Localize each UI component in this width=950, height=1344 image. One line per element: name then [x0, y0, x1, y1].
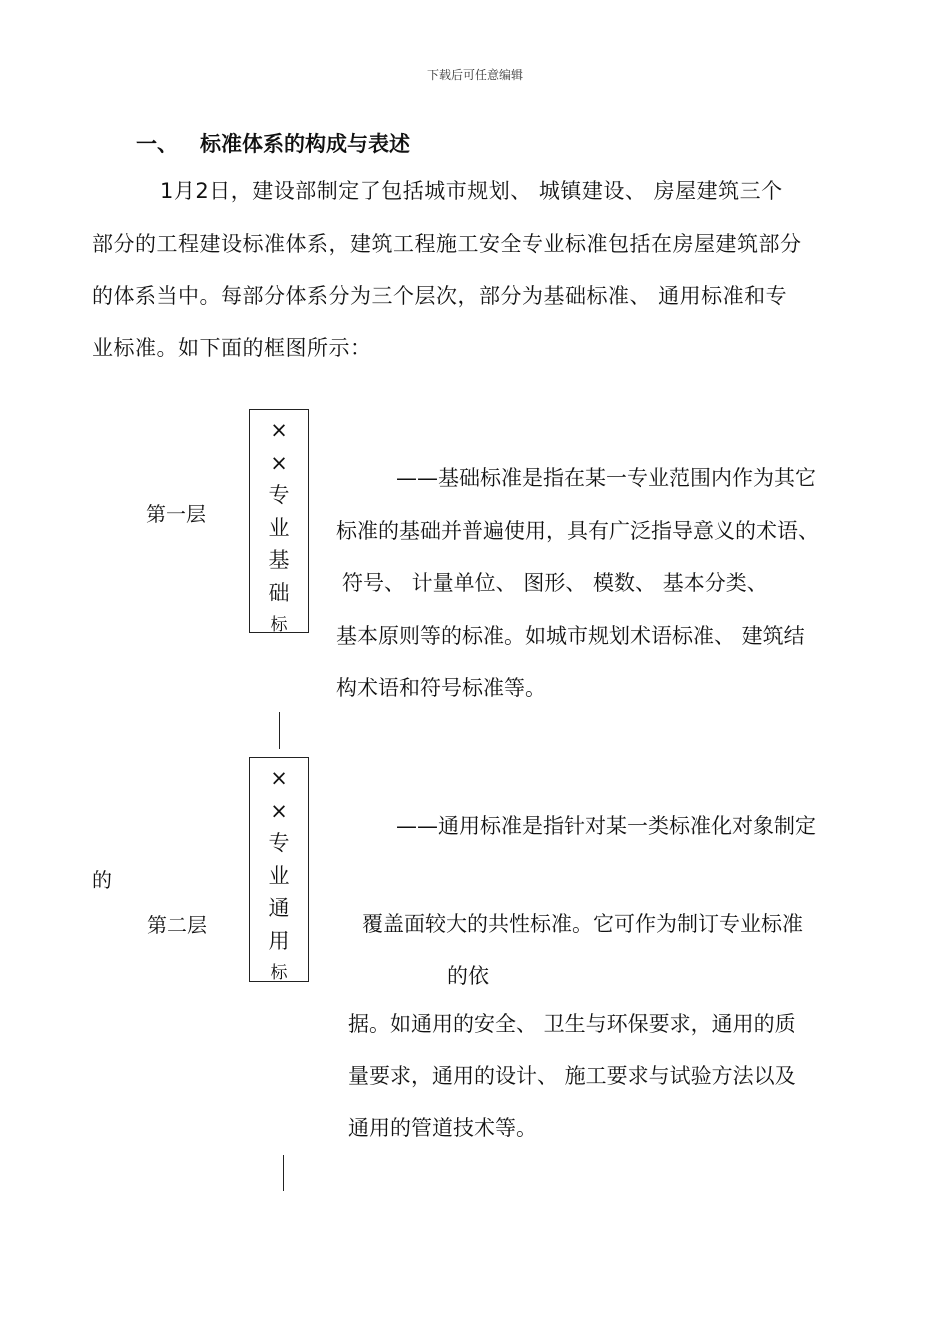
layer2-box [249, 757, 309, 982]
layer2-desc-line-2: 覆盖面较大的共性标准。它可作为制订专业标准 [362, 912, 803, 936]
layer1-label: 第一层 [146, 502, 206, 526]
layer2-desc-line-5: 量要求，通用的设计、 施工要求与试验方法以及 [348, 1064, 796, 1088]
layer1-desc-line-2: 标准的基础并普遍使用，具有广泛指导意义的术语、 [336, 519, 819, 543]
layer1-desc-line-4: 基本原则等的标准。如城市规划术语标准、 建筑结 [336, 624, 805, 648]
layer2-desc-line-3: 的依 [447, 964, 489, 988]
section-number: 一、 [136, 132, 178, 156]
intro-line-2: 部分的工程建设标准体系，建筑工程施工安全专业标准包括在房屋建筑部分 [92, 232, 802, 256]
intro-line-4: 业标准。如下面的框图所示： [92, 336, 372, 360]
layer1-desc-line-5: 构术语和符号标准等。 [336, 676, 546, 700]
section-heading [136, 128, 410, 158]
layer2-desc-line-1: ——通用标准是指针对某一类标准化对象制定 [396, 814, 816, 838]
connector-line [279, 712, 280, 749]
page-header: 下载后可任意编辑 [426, 68, 523, 82]
layer1-box-char: × [270, 450, 288, 475]
layer2-box-char: 标 [270, 963, 288, 982]
section-title: 标准体系的构成与表述 [200, 132, 410, 156]
layer2-desc-line-4: 据。如通用的安全、 卫生与环保要求，通用的质 [348, 1012, 796, 1036]
layer2-box-char: 业 [268, 863, 290, 888]
intro-line-3: 的体系当中。每部分体系分为三个层次，部分为基础标准、 通用标准和专 [92, 284, 788, 308]
layer2-box-char: × [270, 798, 288, 823]
layer2-box-char: 用 [268, 928, 290, 953]
layer2-desc-line-6: 通用的管道技术等。 [348, 1116, 537, 1140]
layer2-box-char: 通 [268, 896, 290, 920]
layer1-box [249, 409, 309, 633]
connector-line-bottom [283, 1155, 284, 1191]
layer1-desc-line-1: ——基础标准是指在某一专业范围内作为其它 [396, 466, 816, 490]
layer1-box-char: 专 [268, 483, 290, 507]
layer1-box-char: 业 [268, 515, 290, 540]
layer1-box-char: × [270, 418, 288, 442]
intro-line-1: 1月2日，建设部制定了包括城市规划、 城镇建设、 房屋建筑三个 [160, 179, 783, 203]
layer2-prefix: 的 [92, 868, 112, 892]
layer1-desc-line-3: 符号、 计量单位、 图形、 模数、 基本分类、 [342, 571, 768, 595]
layer1-box-char: 础 [268, 580, 290, 605]
layer2-box-char: × [270, 766, 288, 790]
layer2-label: 第二层 [147, 913, 207, 937]
layer1-box-char: 标 [270, 615, 288, 633]
layer1-box-char: 基 [268, 548, 290, 572]
layer2-box-char: 专 [268, 831, 290, 855]
